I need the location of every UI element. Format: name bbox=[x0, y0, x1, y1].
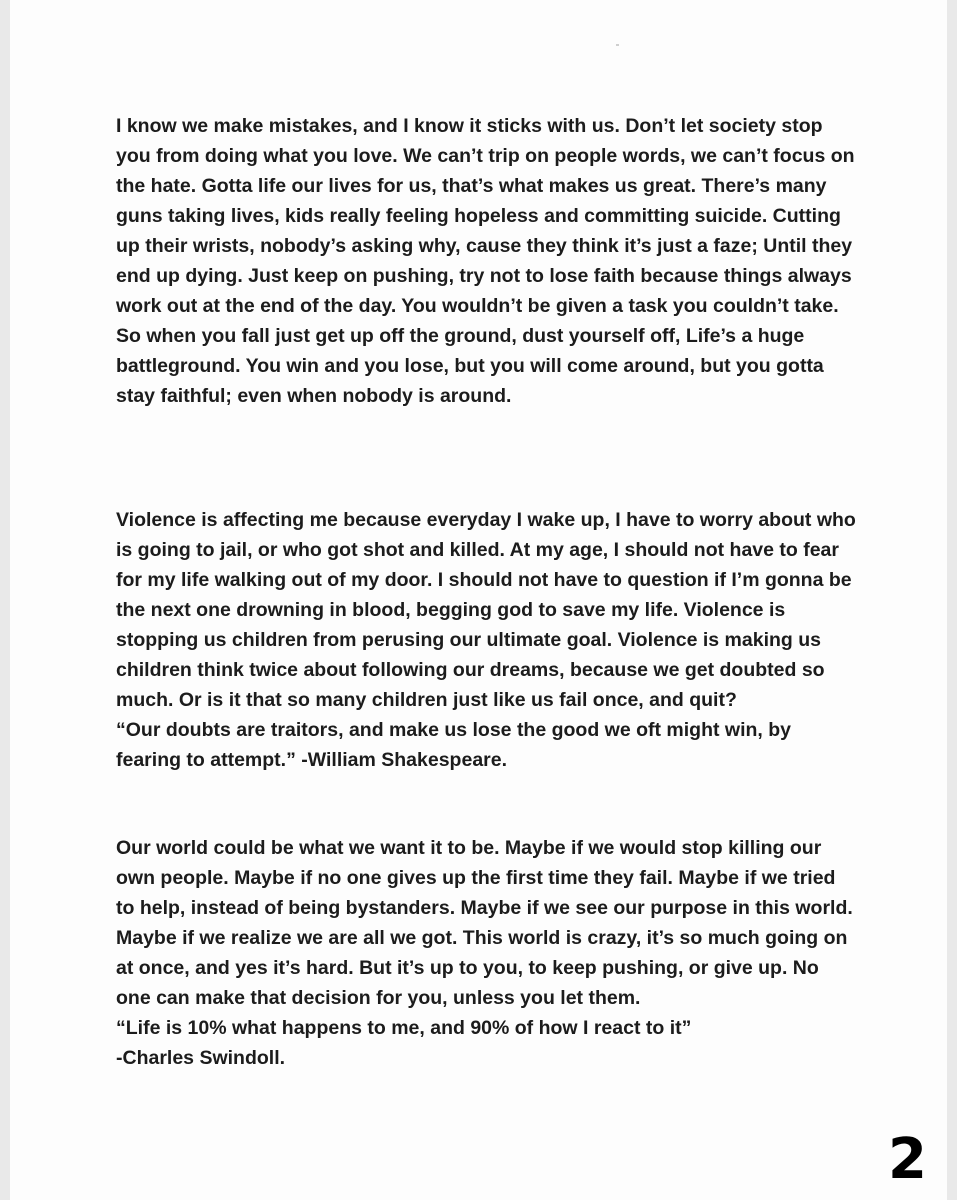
left-page-edge bbox=[0, 0, 10, 1200]
shakespeare-quote: “Our doubts are traitors, and make us lose the good we oft might win, by fearing to attempt.” -William Shakespeare. bbox=[116, 719, 791, 771]
paragraph-violence bbox=[116, 505, 856, 775]
scan-speck bbox=[616, 44, 619, 46]
paragraph-text: Violence is affecting me because everyday I wake up, I have to worry about who is going to jail, or who got shot and killed. At my age, I should not have to fear for my life walking out of my door. I should not have to question if I’m gonna be the next one drowning in blood, begging god to save my life. Violence is stopping us children from perusing our ultimate goal. Violence is making us children think twice about following our dreams, because we get doubted so much. Or is it that so many children just like us fail once, and quit? bbox=[116, 509, 856, 711]
swindoll-quote: “Life is 10% what happens to me, and 90% of how I react to it” bbox=[116, 1017, 692, 1039]
quote-attribution: -Charles Swindoll. bbox=[116, 1047, 286, 1069]
document-page bbox=[10, 0, 947, 1200]
right-page-edge bbox=[947, 0, 957, 1200]
paragraph-mistakes bbox=[116, 111, 856, 411]
paragraph-our-world bbox=[116, 833, 856, 1073]
page-number: 2 bbox=[888, 1127, 927, 1192]
paragraph-text: I know we make mistakes, and I know it sticks with us. Don’t let society stop you from doing what you love. We can’t trip on people words, we can’t focus on the hate. Gotta life our lives for us, that’s what makes us great. There’s many guns taking lives, kids really feeling hopeless and committing suicide. Cutting up their wrists, nobody’s asking why, cause they think it’s just a faze; Until they end up dying. Just keep on pushing, try not to lose faith because things always work out at the end of the day. You wouldn’t be given a task you couldn’t take. So when you fall just get up off the ground, dust yourself off, Life’s a huge battleground. You win and you lose, but you will come around, but you gotta stay faithful; even when nobody is around. bbox=[116, 115, 855, 407]
paragraph-text: Our world could be what we want it to be. Maybe if we would stop killing our own people. Maybe if no one gives up the first time they fail. Maybe if we tried to help, instead of being bystanders. Maybe if we see our purpose in this world. Maybe if we realize we are all we got. This world is crazy, it’s so much going on at once, and yes it’s hard. But it’s up to you, to keep pushing, or give up. No one can make that decision for you, unless you let them. bbox=[116, 837, 853, 1009]
